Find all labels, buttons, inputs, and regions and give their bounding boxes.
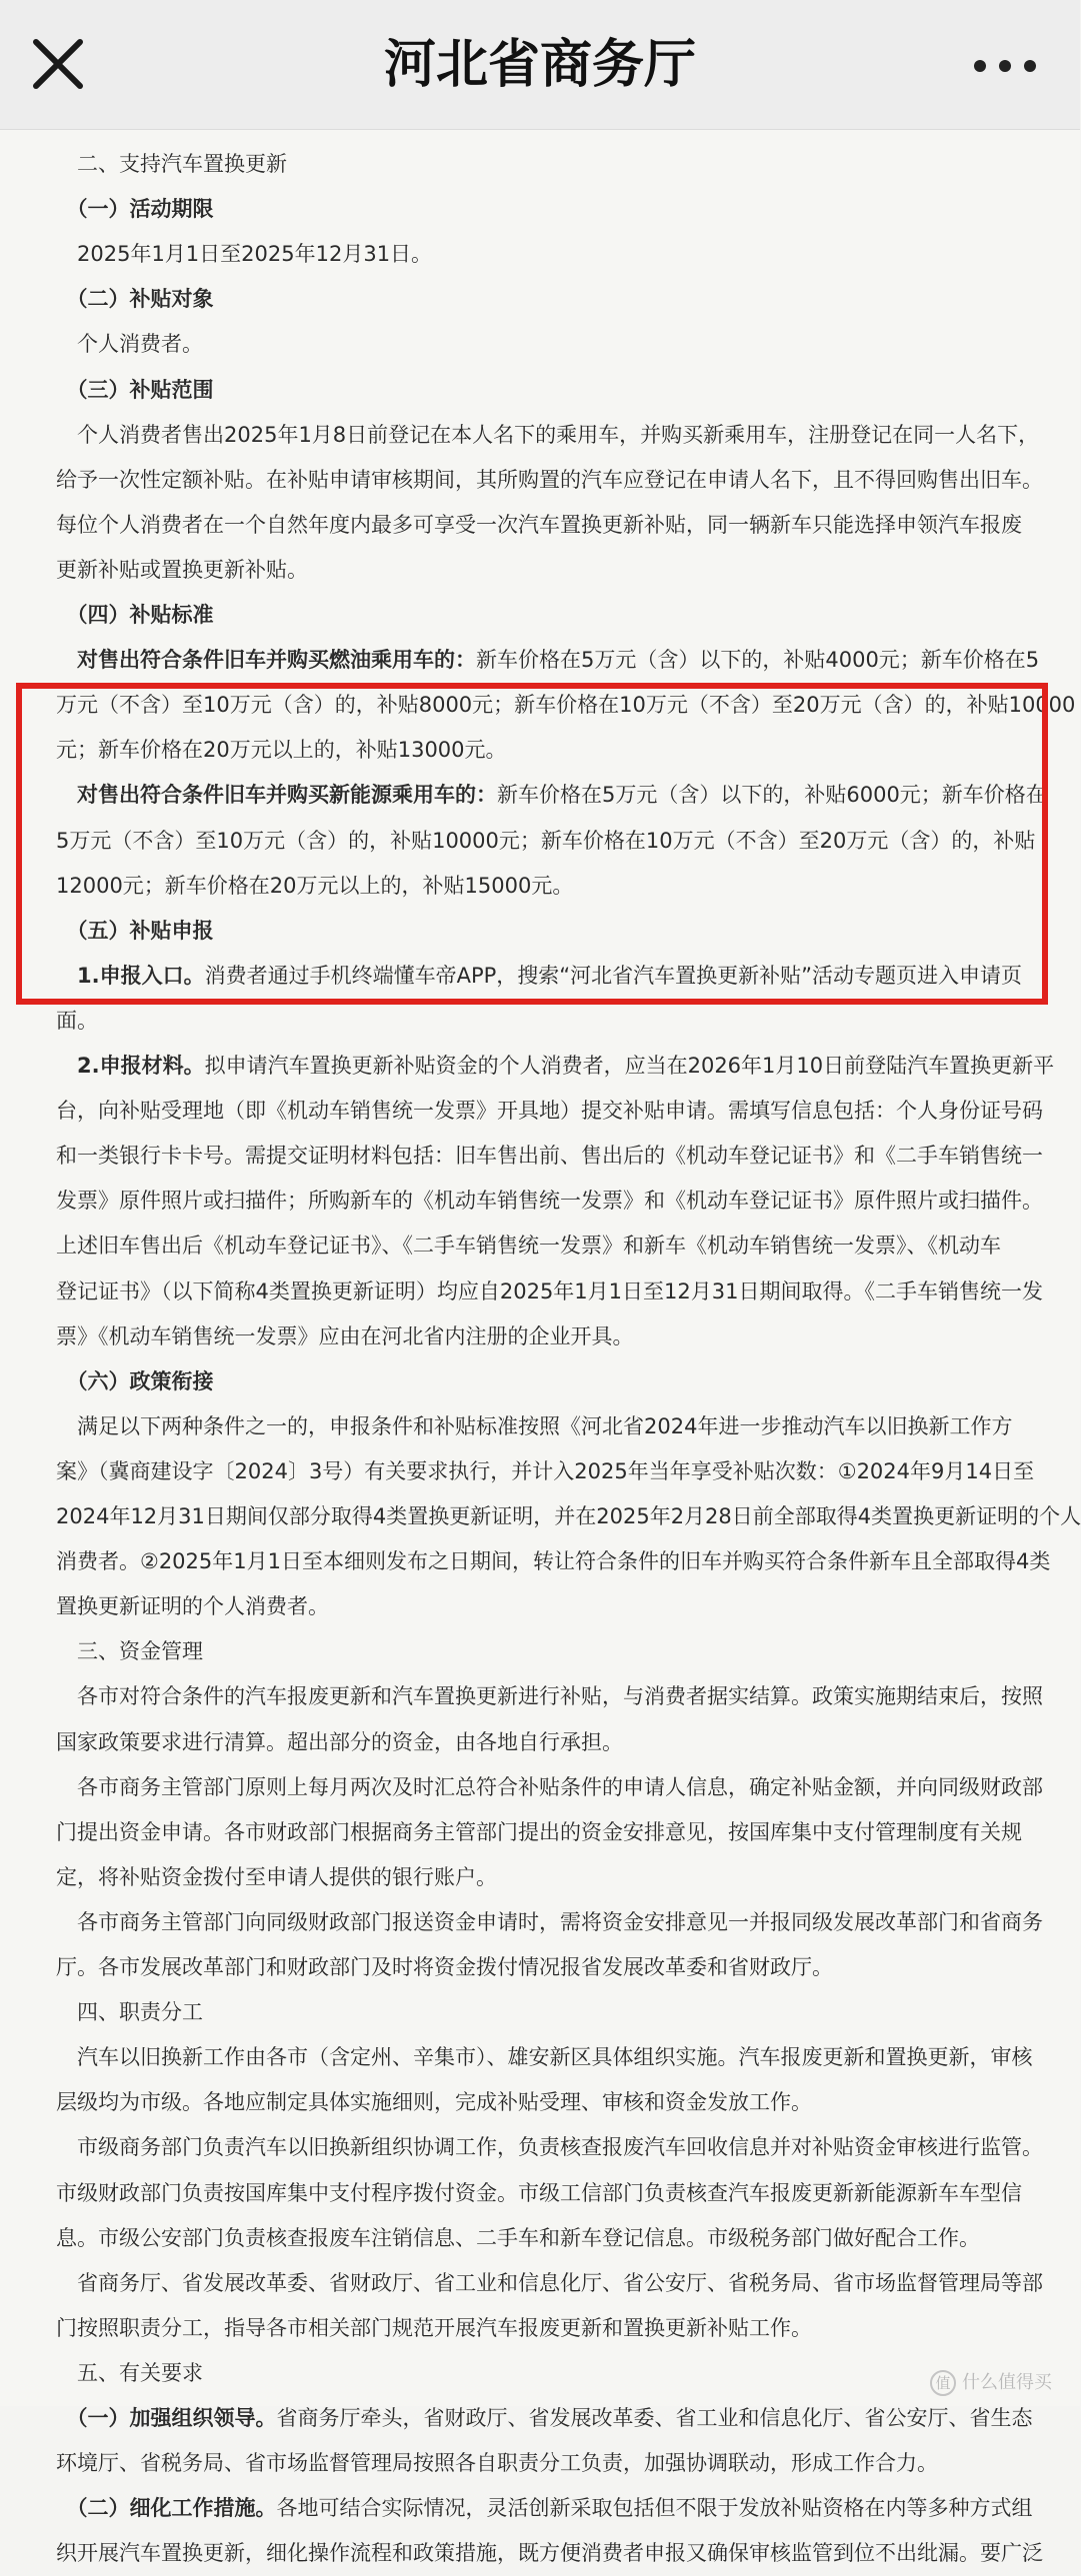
document-line: 五、有关要求 bbox=[56, 2360, 203, 2385]
document-line: 四、职责分工 bbox=[56, 2000, 203, 2025]
document-line: 二、支持汽车置换更新 bbox=[56, 152, 287, 176]
document-line: 织开展汽车置换更新，细化操作流程和政策措施，既方便消费者申报又确保审核监管到位不出纰漏。要广泛 bbox=[56, 2541, 1043, 2566]
document-line: 消费者。②2025年1月1日至本细则发布之日期间，转让符合条件的旧车并购买符合条件新车且全部取得4类 bbox=[56, 1549, 1051, 1574]
document-image bbox=[0, 130, 1081, 2566]
line-text: 各地可结合实际情况，灵活创新采取包括但不限于发放补贴资格在内等多种方式组 bbox=[276, 2496, 1033, 2521]
document-line: 层级均为市级。各地应制定具体实施细则，完成补贴受理、审核和资金发放工作。 bbox=[56, 2090, 812, 2115]
document-line: 汽车以旧换新工作由各市（含定州、辛集市）、雄安新区具体组织实施。汽车报废更新和置换更新，审核 bbox=[56, 2045, 1033, 2070]
document-line: 定，将补贴资金拨付至申请人提供的银行账户。 bbox=[56, 1864, 497, 1889]
document-line: 更新补贴或置换更新补贴。 bbox=[56, 557, 308, 582]
document-line bbox=[0, 2486, 1080, 2531]
document-line: 市级财政部门负责按国库集中支付程序拨付资金。市级工信部门负责核查汽车报废更新新能源新车车型信 bbox=[56, 2180, 1022, 2205]
document-line: （三）补贴范围 bbox=[56, 377, 214, 402]
document-line bbox=[0, 1044, 1080, 1089]
document-line: （五）补贴申报 bbox=[56, 918, 214, 943]
document-line: 置换更新证明的个人消费者。 bbox=[56, 1594, 329, 1619]
more-options-button[interactable] bbox=[960, 28, 1050, 100]
document-line bbox=[0, 2396, 1080, 2441]
document-line: （二）补贴对象 bbox=[56, 287, 214, 312]
line-text: 新车价格在5万元（含）以下的，补贴6000元；新车价格在 bbox=[497, 783, 1047, 808]
close-icon bbox=[22, 28, 94, 100]
document-line: 三、资金管理 bbox=[56, 1639, 203, 1664]
document-line: 上述旧车售出后《机动车登记证书》、《二手车销售统一发票》和新车《机动车销售统一发票》、《机动车 bbox=[56, 1234, 1001, 1259]
document-line: 票》《机动车销售统一发票》应由在河北省内注册的企业开具。 bbox=[56, 1323, 634, 1348]
document-line bbox=[0, 954, 1080, 999]
document-line: 台，向补贴受理地（即《机动车销售统一发票》开具地）提交补贴申请。需填写信息包括：个人身份证号码 bbox=[56, 1099, 1043, 1124]
document-line: 省商务厅、省发展改革委、省财政厅、省工业和信息化厅、省公安厅、省税务局、省市场监督管理局等部 bbox=[56, 2270, 1043, 2295]
document-line: （六）政策衔接 bbox=[56, 1368, 214, 1393]
document-line: 5万元（不含）至10万元（含）的，补贴10000元；新车价格在10万元（不含）至20万元（含）的，补贴 bbox=[56, 828, 1036, 853]
document-line: （一）活动期限 bbox=[56, 197, 214, 222]
document-line: （四）补贴标准 bbox=[56, 603, 214, 627]
document-line: 和一类银行卡卡号。需提交证明材料包括：旧车售出前、售出后的《机动车登记证书》和《二手车销售统一 bbox=[56, 1144, 1043, 1169]
line-bold-lead: 2.申报材料。 bbox=[56, 1054, 205, 1078]
watermark bbox=[930, 2368, 1052, 2398]
document-line: 登记证书》（以下简称4类置换更新证明）均应自2025年1月1日至12月31日期间取得。《二手车销售统一发 bbox=[56, 1279, 1043, 1303]
document-line: 市级商务部门负责汽车以旧换新组织协调工作，负责核查报废汽车回收信息并对补贴资金审核进行监管。 bbox=[56, 2135, 1043, 2160]
document-line: 12000元；新车价格在20万元以上的，补贴15000元。 bbox=[56, 873, 574, 898]
watermark-text: 什么值得买 bbox=[962, 2372, 1052, 2393]
document-line: 发票》原件照片或扫描件；所购新车的《机动车销售统一发票》和《机动车登记证书》原件照片或扫描件。 bbox=[56, 1189, 1043, 1214]
line-text: 省商务厅牵头，省财政厅、省发展改革委、省工业和信息化厅、省公安厅、省生态 bbox=[276, 2406, 1033, 2430]
document-line: 环境厅、省税务局、省市场监督管理局按照各自职责分工负责，加强协调联动，形成工作合力。 bbox=[56, 2451, 938, 2476]
document-line: 各市对符合条件的汽车报废更新和汽车置换更新进行补贴，与消费者据实结算。政策实施期结束后，按照 bbox=[56, 1684, 1043, 1709]
document-line bbox=[0, 773, 1080, 818]
document-line bbox=[0, 638, 1080, 683]
document-line: 给予一次性定额补贴。在补贴申请审核期间，其所购置的汽车应登记在申请人名下，且不得回购售出旧车。 bbox=[56, 467, 1043, 492]
document-line: 息。市级公安部门负责核查报废车注销信息、二手车和新车登记信息。市级税务部门做好配合工作。 bbox=[56, 2225, 980, 2250]
line-text: 拟申请汽车置换更新补贴资金的个人消费者，应当在2026年1月10日前登陆汽车置换更新平 bbox=[204, 1054, 1055, 1078]
document-line: 各市商务主管部门原则上每月两次及时汇总符合补贴条件的申请人信息，确定补贴金额，并向同级财政部 bbox=[56, 1774, 1043, 1799]
line-bold-lead: （一）加强组织领导。 bbox=[56, 2406, 277, 2430]
document-line: 厅。各市发展改革部门和财政部门及时将资金拨付情况报省发展改革委和省财政厅。 bbox=[56, 1955, 833, 1979]
document-line: 案》（冀商建设字〔2024〕3号）有关要求执行，并计入2025年当年享受补贴次数：①2024年9月14日至 bbox=[56, 1458, 1035, 1483]
line-bold-lead: 1.申报入口。 bbox=[56, 963, 205, 988]
document-line: 满足以下两种条件之一的，申报条件和补贴标准按照《河北省2024年进一步推动汽车以旧换新工作方 bbox=[56, 1413, 1013, 1438]
document-line: 门提出资金申请。各市财政部门根据商务主管部门提出的资金安排意见，按国库集中支付管理制度有关规 bbox=[56, 1819, 1022, 1844]
document-line: 万元（不含）至10万元（含）的，补贴8000元；新车价格在10万元（不含）至20万元（含）的，补贴10000 bbox=[56, 693, 1076, 718]
document-line: 2025年1月1日至2025年12月31日。 bbox=[56, 242, 433, 267]
document-line: 面。 bbox=[56, 1008, 98, 1033]
document-line: 个人消费者售出2025年1月8日前登记在本人名下的乘用车，并购买新乘用车，注册登记在同一人名下， bbox=[56, 422, 1040, 447]
document-line: 个人消费者。 bbox=[56, 332, 203, 357]
top-bar bbox=[0, 0, 1080, 130]
document-line: 元；新车价格在20万元以上的，补贴13000元。 bbox=[56, 738, 507, 763]
line-text: 新车价格在5万元（含）以下的，补贴4000元；新车价格在5 bbox=[476, 648, 1040, 673]
document-line: 门按照职责分工，指导各市相关部门规范开展汽车报废更新和置换更新补贴工作。 bbox=[56, 2315, 812, 2340]
line-bold-lead: 对售出符合条件旧车并购买燃油乘用车的： bbox=[56, 648, 476, 673]
line-bold-lead: （二）细化工作措施。 bbox=[56, 2496, 277, 2521]
close-button[interactable] bbox=[22, 28, 94, 100]
document-line: 2024年12月31日期间仅部分取得4类置换更新证明，并在2025年2月28日前全部取得4类置换更新证明的个人 bbox=[56, 1504, 1081, 1528]
line-bold-lead: 对售出符合条件旧车并购买新能源乘用车的： bbox=[56, 783, 497, 808]
watermark-logo-icon: 值 bbox=[930, 2370, 956, 2396]
document-line: 各市商务主管部门向同级财政部门报送资金申请时，需将资金安排意见一并报同级发展改革部门和省商务 bbox=[56, 1909, 1043, 1934]
page-title: 河北省商务厅 bbox=[383, 35, 696, 95]
line-text: 消费者通过手机终端懂车帝APP，搜索“河北省汽车置换更新补贴”活动专题页进入申请页 bbox=[204, 963, 1023, 988]
document-line: 每位个人消费者在一个自然年度内最多可享受一次汽车置换更新补贴，同一辆新车只能选择申领汽车报废 bbox=[56, 512, 1022, 537]
document-line: 国家政策要求进行清算。超出部分的资金，由各地自行承担。 bbox=[56, 1729, 623, 1754]
